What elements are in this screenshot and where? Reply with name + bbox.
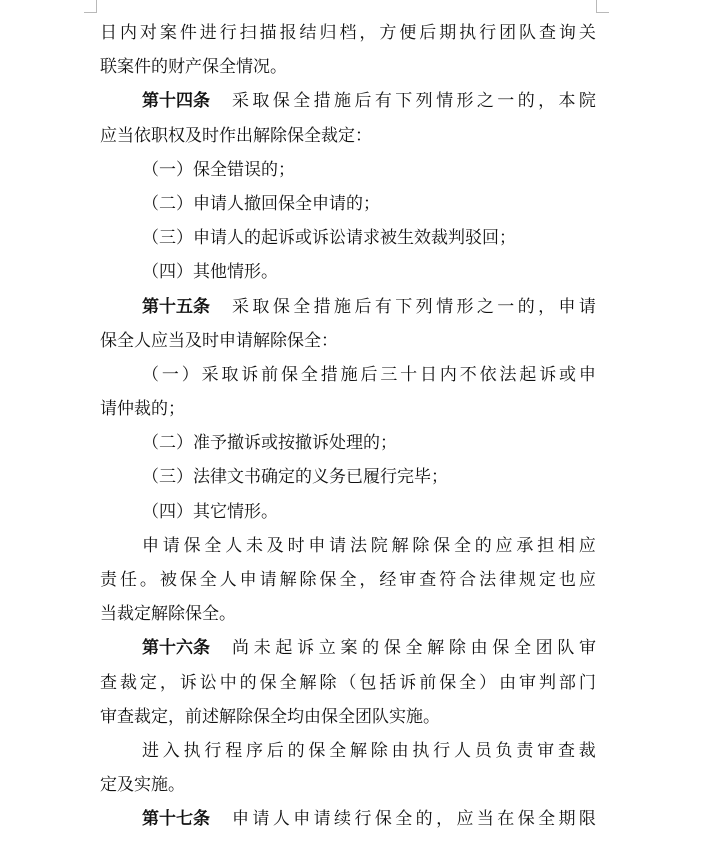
document-body [100,16,596,837]
article-16-line [100,631,596,665]
list-item: （一）保全错误的； [142,159,295,180]
list-item: （ 一 ） 采 取 诉 前 保 全 措 施 后 三 十 日 内 不 依 法 起 诉 或 申 [142,364,596,385]
list-item: （四）其他情形。 [142,262,278,283]
list-item: （二）申请人撤回保全申请的； [142,193,380,214]
article-17-line [100,802,596,836]
margin-corner-mark-left [84,0,97,13]
article-14-heading: 第十四条 [142,91,210,112]
paragraph-line: 进 入 执 行 程 序 后 的 保 全 解 除 由 执 行 人 员 负 责 审 查 裁 [142,740,596,761]
paragraph-text: 尚 未 起 诉 立 案 的 保 全 解 除 由 保 全 团 队 审 [232,638,596,659]
paragraph-text: 申 请 人 申 请 续 行 保 全 的 ， 应 当 在 保 全 期 限 [232,809,596,830]
paragraph-line: 申 请 保 全 人 未 及 时 申 请 法 院 解 除 保 全 的 应 承 担 相 应 [142,535,596,556]
paragraph-line: 责 任 。 被 保 全 人 申 请 解 除 保 全 ， 经 审 查 符 合 法 律 规 定 也 应 [100,570,596,590]
paragraph-line: 审查裁定，前述解除保全均由保全团队实施。 [100,706,440,727]
article-15-heading: 第十五条 [142,296,210,317]
paragraph-line: 当裁定解除保全。 [100,604,236,625]
paragraph-line: 保全人应当及时申请解除保全： [100,330,338,351]
margin-corner-mark-right [596,0,609,13]
list-item: （三）法律文书确定的义务已履行完毕； [142,467,448,488]
article-14-line [100,84,596,118]
paragraph-line: 定及实施。 [100,775,185,796]
article-15-line [100,290,596,324]
article-17-heading: 第十七条 [142,809,210,830]
paragraph-line: 联案件的财产保全情况。 [100,57,287,78]
paragraph-text: 采 取 保 全 措 施 后 有 下 列 情 形 之 一 的 ， 本 院 [232,91,596,112]
list-item: （三）申请人的起诉或诉讼请求被生效裁判驳回； [142,228,516,249]
paragraph-line: 请仲裁的； [100,399,185,420]
list-item: （二）准予撤诉或按撤诉处理的； [142,433,397,454]
paragraph-line: 日 内 对 案 件 进 行 扫 描 报 结 归 档 ， 方 便 后 期 执 行 团 队 查 询 关 [100,23,596,43]
article-16-heading: 第十六条 [142,638,210,659]
paragraph-line: 查 裁 定 ， 诉 讼 中 的 保 全 解 除 （ 包 括 诉 前 保 全 ） 由 审 判 部 门 [100,672,596,693]
paragraph-text: 采 取 保 全 措 施 后 有 下 列 情 形 之 一 的 ， 申 请 [232,296,596,317]
paragraph-line: 应 当 依 职 权 及 时 作 出 解 除 保 全 裁 定 ： [100,125,372,146]
list-item: （四）其它情形。 [142,501,278,522]
